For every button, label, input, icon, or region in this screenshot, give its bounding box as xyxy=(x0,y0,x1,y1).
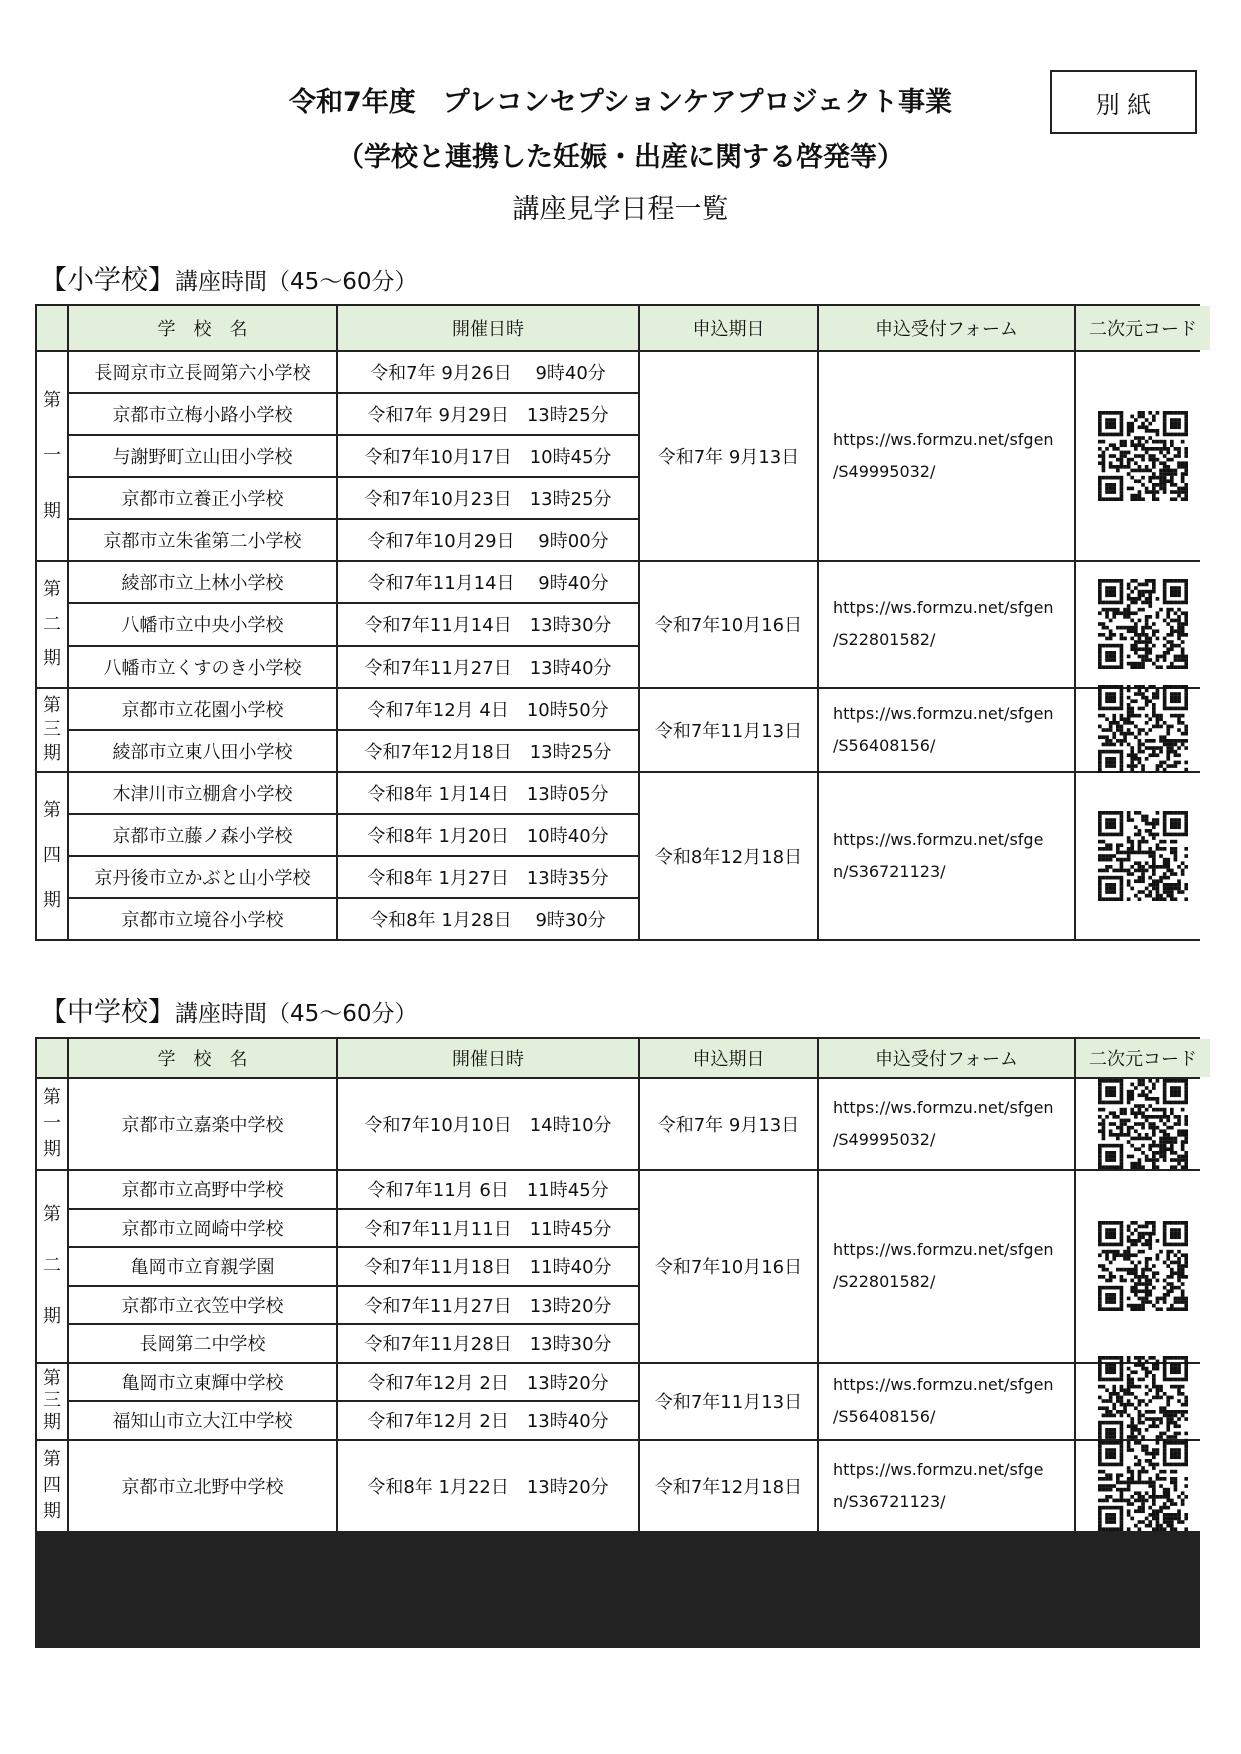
header-form: 申込受付フォーム xyxy=(819,1039,1074,1077)
period-label xyxy=(37,1364,67,1439)
session-datetime: 令和7年12月18日 13時25分 xyxy=(338,731,638,771)
period-label-char: 期 xyxy=(43,1139,61,1161)
session-datetime: 令和7年11月18日 11時40分 xyxy=(338,1248,638,1285)
header-blank xyxy=(37,306,67,350)
url-line: https://ws.formzu.net/sfgen xyxy=(833,1375,1054,1394)
qr-code-icon[interactable] xyxy=(1098,1441,1188,1531)
url-line: https://ws.formzu.net/sfge xyxy=(833,1459,1044,1479)
school-name: 亀岡市立育親学園 xyxy=(69,1248,336,1285)
school-name: 京都市立梅小路小学校 xyxy=(69,394,336,434)
url-line: https://ws.formzu.net/sfge xyxy=(833,829,1044,849)
elementary-schedule-table xyxy=(35,304,1200,941)
period-label-char: 四 xyxy=(43,845,61,867)
qr-code-cell xyxy=(1076,689,1210,771)
session-datetime: 令和7年10月29日 9時00分 xyxy=(338,520,638,560)
period-label xyxy=(37,1079,67,1169)
annex-label: 別 紙 xyxy=(1050,70,1197,134)
application-deadline: 令和7年11月13日 xyxy=(640,1364,817,1439)
url-line: n/S36721123/ xyxy=(833,861,946,881)
section-duration: 講座時間（45～60分） xyxy=(175,269,418,295)
application-deadline: 令和7年12月18日 xyxy=(640,1441,817,1531)
period-label-char: 第 xyxy=(43,1204,61,1226)
school-name: 京都市立嘉楽中学校 xyxy=(69,1079,336,1169)
session-datetime: 令和7年10月10日 14時10分 xyxy=(338,1079,638,1169)
header-qr: 二次元コード xyxy=(1076,306,1210,350)
period-label-char: 一 xyxy=(43,445,61,467)
school-name: 京都市立衣笠中学校 xyxy=(69,1287,336,1324)
url-line: https://ws.formzu.net/sfgen xyxy=(833,703,1054,723)
period-label-char: 第 xyxy=(43,1448,61,1470)
session-datetime: 令和7年11月14日 13時30分 xyxy=(338,604,638,644)
school-name: 京都市立養正小学校 xyxy=(69,478,336,518)
qr-code-cell xyxy=(1076,773,1210,939)
section-duration: 講座時間（45～60分） xyxy=(175,1001,418,1027)
period-label-char: 第 xyxy=(43,694,61,716)
url-line: /S49995032/ xyxy=(833,462,936,482)
qr-code-icon[interactable] xyxy=(1098,811,1188,901)
header-school: 学 校 名 xyxy=(69,1039,336,1077)
application-deadline: 令和7年 9月13日 xyxy=(640,352,817,560)
session-datetime: 令和7年 9月29日 13時25分 xyxy=(338,394,638,434)
school-name: 八幡市立くすのき小学校 xyxy=(69,647,336,687)
period-label-char: 期 xyxy=(43,890,61,912)
header-form: 申込受付フォーム xyxy=(819,306,1074,350)
period-label-char: 期 xyxy=(43,1306,61,1328)
school-name: 京都市立朱雀第二小学校 xyxy=(69,520,336,560)
application-form-url[interactable] xyxy=(819,1441,1074,1531)
header-qr: 二次元コード xyxy=(1076,1039,1210,1077)
section-label: 【小学校】 xyxy=(40,265,175,296)
school-name: 長岡第二中学校 xyxy=(69,1325,336,1362)
application-deadline: 令和7年10月16日 xyxy=(640,562,817,686)
period-label-char: 一 xyxy=(43,1113,61,1135)
header-school: 学 校 名 xyxy=(69,306,336,350)
qr-code-cell xyxy=(1076,352,1210,560)
session-datetime: 令和7年11月28日 13時30分 xyxy=(338,1325,638,1362)
period-label-char: 二 xyxy=(43,613,61,635)
qr-code-icon[interactable] xyxy=(1098,1221,1188,1311)
school-name: 綾部市立上林小学校 xyxy=(69,562,336,602)
url-line: https://ws.formzu.net/sfgen xyxy=(833,1240,1054,1260)
period-label-char: 期 xyxy=(43,742,61,764)
school-name: 福知山市立大江中学校 xyxy=(69,1402,336,1439)
period-label-char: 第 xyxy=(43,1087,61,1109)
qr-code-icon[interactable] xyxy=(1098,685,1188,775)
session-datetime: 令和8年 1月27日 13時35分 xyxy=(338,857,638,897)
period-label-char: 第 xyxy=(43,579,61,601)
qr-code-cell xyxy=(1076,1171,1210,1362)
qr-code-cell xyxy=(1076,1079,1210,1169)
session-datetime: 令和7年10月17日 10時45分 xyxy=(338,436,638,476)
period-label xyxy=(37,1441,67,1531)
period-label-char: 期 xyxy=(43,1412,61,1434)
qr-code-cell xyxy=(1076,1441,1210,1531)
page-heading: 講座見学日程一覧 xyxy=(512,194,729,225)
school-name: 八幡市立中央小学校 xyxy=(69,604,336,644)
school-name: 京都市立藤ノ森小学校 xyxy=(69,815,336,855)
application-form-url[interactable] xyxy=(819,689,1074,771)
session-datetime: 令和7年 9月26日 9時40分 xyxy=(338,352,638,392)
school-name: 京都市立岡崎中学校 xyxy=(69,1210,336,1247)
session-datetime: 令和8年 1月14日 13時05分 xyxy=(338,773,638,813)
period-label xyxy=(37,689,67,771)
period-label xyxy=(37,1171,67,1362)
school-name: 京丹後市立かぶと山小学校 xyxy=(69,857,336,897)
school-name: 木津川市立棚倉小学校 xyxy=(69,773,336,813)
url-line: /S56408156/ xyxy=(833,735,936,755)
school-name: 京都市立高野中学校 xyxy=(69,1171,336,1208)
header-deadline: 申込期日 xyxy=(640,306,817,350)
application-form-url[interactable] xyxy=(819,562,1074,686)
qr-code-icon[interactable] xyxy=(1098,579,1188,669)
period-label xyxy=(37,562,67,686)
period-label-char: 二 xyxy=(43,1255,61,1277)
page-subtitle: （学校と連携した妊娠・出産に関する啓発等） xyxy=(337,142,904,173)
school-name: 京都市立境谷小学校 xyxy=(69,899,336,939)
session-datetime: 令和7年11月 6日 11時45分 xyxy=(338,1171,638,1208)
period-label xyxy=(37,773,67,939)
qr-code-cell xyxy=(1076,562,1210,686)
header-datetime: 開催日時 xyxy=(338,306,638,350)
session-datetime: 令和8年 1月22日 13時20分 xyxy=(338,1441,638,1531)
period-label xyxy=(37,352,67,560)
qr-code-cell xyxy=(1076,1364,1210,1439)
url-line: n/S36721123/ xyxy=(833,1491,946,1511)
elementary-section-title xyxy=(40,258,418,297)
school-name: 亀岡市立東輝中学校 xyxy=(69,1364,336,1401)
period-label-char: 三 xyxy=(43,1390,61,1412)
application-deadline: 令和7年 9月13日 xyxy=(640,1079,817,1169)
session-datetime: 令和7年11月27日 13時40分 xyxy=(338,647,638,687)
session-datetime: 令和7年12月 2日 13時40分 xyxy=(338,1402,638,1439)
session-datetime: 令和7年11月11日 11時45分 xyxy=(338,1210,638,1247)
application-deadline: 令和7年11月13日 xyxy=(640,689,817,771)
school-name: 与謝野町立山田小学校 xyxy=(69,436,336,476)
qr-code-icon[interactable] xyxy=(1098,411,1188,501)
header-deadline: 申込期日 xyxy=(640,1039,817,1077)
session-datetime: 令和7年11月14日 9時40分 xyxy=(338,562,638,602)
session-datetime: 令和7年10月23日 13時25分 xyxy=(338,478,638,518)
url-line: /S49995032/ xyxy=(833,1130,936,1149)
junior-schedule-table xyxy=(35,1037,1200,1648)
application-form-url[interactable] xyxy=(819,352,1074,560)
page-title: 令和7年度 プレコンセプションケアプロジェクト事業 xyxy=(288,87,952,118)
url-line: https://ws.formzu.net/sfgen xyxy=(833,430,1054,450)
url-line: /S22801582/ xyxy=(833,630,936,650)
application-form-url[interactable] xyxy=(819,1079,1074,1169)
qr-code-icon[interactable] xyxy=(1098,1079,1188,1169)
school-name: 綾部市立東八田小学校 xyxy=(69,731,336,771)
url-line: https://ws.formzu.net/sfgen xyxy=(833,1098,1054,1117)
school-name: 京都市立北野中学校 xyxy=(69,1441,336,1531)
application-form-url[interactable] xyxy=(819,1171,1074,1362)
school-name: 長岡京市立長岡第六小学校 xyxy=(69,352,336,392)
application-form-url[interactable] xyxy=(819,1364,1074,1439)
period-label-char: 三 xyxy=(43,718,61,740)
period-label-char: 第 xyxy=(43,389,61,411)
period-label-char: 第 xyxy=(43,1368,61,1390)
session-datetime: 令和7年11月27日 13時20分 xyxy=(338,1287,638,1324)
session-datetime: 令和7年12月 2日 13時20分 xyxy=(338,1364,638,1401)
period-label-char: 期 xyxy=(43,500,61,522)
url-line: https://ws.formzu.net/sfgen xyxy=(833,598,1054,618)
url-line: /S22801582/ xyxy=(833,1272,936,1292)
header-blank xyxy=(37,1039,67,1077)
session-datetime: 令和8年 1月28日 9時30分 xyxy=(338,899,638,939)
application-form-url[interactable] xyxy=(819,773,1074,939)
qr-code-icon[interactable] xyxy=(1098,1356,1188,1446)
header-datetime: 開催日時 xyxy=(338,1039,638,1077)
junior-section-title xyxy=(40,990,418,1029)
school-name: 京都市立花園小学校 xyxy=(69,689,336,729)
period-label-char: 第 xyxy=(43,800,61,822)
period-label-char: 期 xyxy=(43,648,61,670)
session-datetime: 令和7年12月 4日 10時50分 xyxy=(338,689,638,729)
session-datetime: 令和8年 1月20日 10時40分 xyxy=(338,815,638,855)
url-line: /S56408156/ xyxy=(833,1407,936,1426)
period-label-char: 四 xyxy=(43,1474,61,1496)
section-label: 【中学校】 xyxy=(40,997,175,1028)
application-deadline: 令和7年10月16日 xyxy=(640,1171,817,1362)
application-deadline: 令和8年12月18日 xyxy=(640,773,817,939)
period-label-char: 期 xyxy=(43,1500,61,1522)
